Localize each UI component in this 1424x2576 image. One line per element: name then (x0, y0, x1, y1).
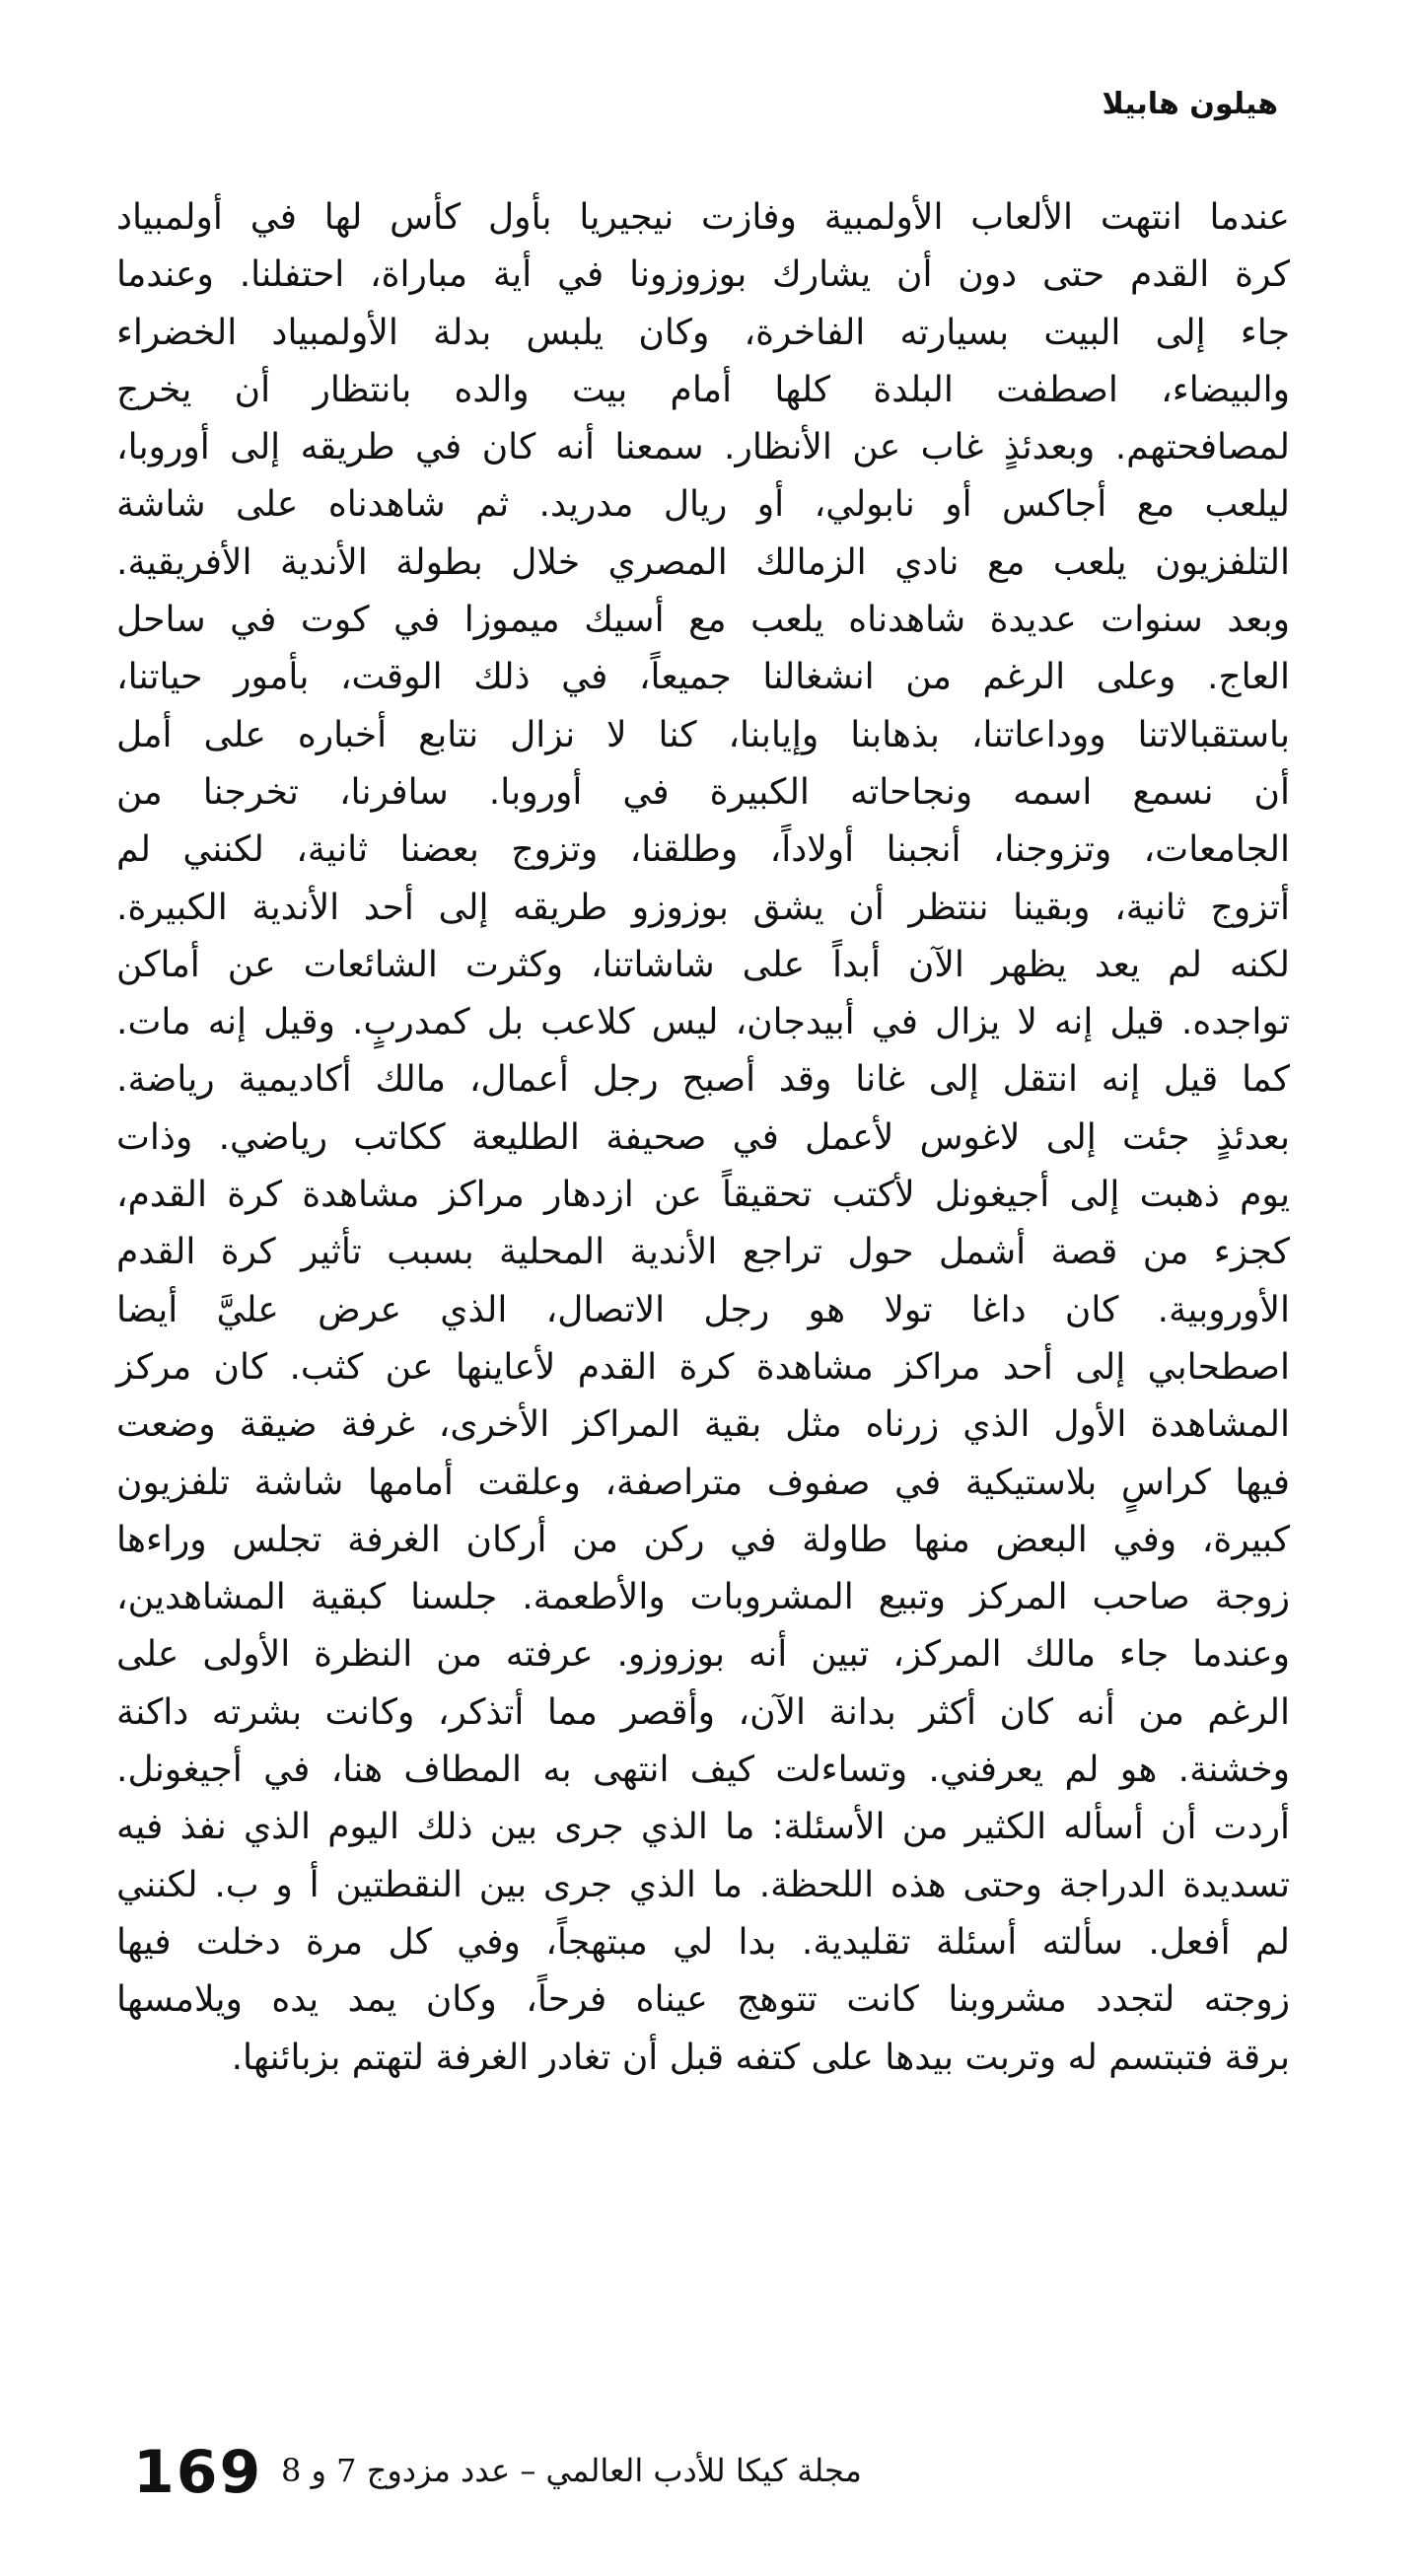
text-line: عندما انتهت الألعاب الأولمبية وفازت نيجيريا بأول كأس لها في أولمبياد (116, 197, 1290, 238)
page-number: 169 (133, 2438, 263, 2507)
text-line: العاج. وعلى الرغم من انشغالنا جميعاً، في ذلك الوقت، بأمور حياتنا، (116, 657, 1290, 698)
text-line: المشاهدة الأول الذي زرناه مثل بقية المراكز الأخرى، غرفة ضيقة وضعت (116, 1404, 1290, 1446)
text-line: أن نسمع اسمه ونجاحاته الكبيرة في أوروبا. سافرنا، تخرجنا من (116, 771, 1290, 813)
text-line: وبعد سنوات عديدة شاهدناه يلعب مع أسيك ميموزا في كوت في ساحل (116, 600, 1290, 641)
text-line: لمصافحتهم. وبعدئذٍ غاب عن الأنظار. سمعنا أنه كان في طريقه إلى أوروبا، (116, 427, 1290, 468)
text-line: كما قيل إنه انتقل إلى غانا وقد أصبح رجل أعمال، مالك أكاديمية رياضة. (116, 1059, 1290, 1101)
footer (133, 2438, 1317, 2507)
body-text (116, 189, 1290, 2087)
text-line: كرة القدم حتى دون أن يشارك بوزوزونا في أية مباراة، احتفلنا. وعندما (116, 254, 1290, 296)
text-line: الأوروبية. كان داغا تولا هو رجل الاتصال، الذي عرض عليَّ أيضا (116, 1289, 1290, 1330)
journal-title: مجلة كيكا للأدب العالمي – عدد مزدوج 7 و 8 (281, 2452, 862, 2489)
text-line: ليلعب مع أجاكس أو نابولي، أو ريال مدريد. ثم شاهدناه على شاشة (116, 484, 1290, 526)
text-line: زوجة صاحب المركز وتبيع المشروبات والأطعمة. جلسنا كبقية المشاهدين، (116, 1577, 1290, 1618)
text-line: أردت أن أسأله الكثير من الأسئلة: ما الذي جرى بين ذلك اليوم الذي نفذ فيه (116, 1807, 1290, 1848)
text-line: تواجده. قيل إنه لا يزال في أبيدجان، ليس كلاعب بل كمدربٍ. وقيل إنه مات. (116, 1002, 1290, 1043)
text-line: أتزوج ثانية، وبقينا ننتظر أن يشق بوزوزو طريقه إلى أحد الأندية الكبيرة. (116, 887, 1290, 928)
text-line: اصطحابي إلى أحد مراكز مشاهدة كرة القدم لأعاينها عن كثب. كان مركز (116, 1346, 1290, 1388)
text-line: وعندما جاء مالك المركز، تبين أنه بوزوزو. عرفته من النظرة الأولى على (116, 1634, 1290, 1676)
text-line: برقة فتبتسم له وتربت بيدها على كتفه قبل أن تغادر الغرفة لتهتم بزبائنها. (231, 2037, 1290, 2078)
text-line: وخشنة. هو لم يعرفني. وتساءلت كيف انتهى به المطاف هنا، في أجيغونل. (116, 1750, 1290, 1791)
text-line: زوجته لتجدد مشروبنا كانت تتوهج عيناه فرحاً، وكان يمد يده ويلامسها (116, 1979, 1290, 2021)
text-line: التلفزيون يلعب مع نادي الزمالك المصري خلال بطولة الأندية الأفريقية. (116, 541, 1290, 583)
text-line: لم أفعل. سألته أسئلة تقليدية. بدا لي مبتهجاً، وفي كل مرة دخلت فيها (116, 1921, 1290, 1963)
text-line: لكنه لم يعد يظهر الآن أبداً على شاشاتنا، وكثرت الشائعات عن أماكن (116, 944, 1290, 985)
text-line: الجامعات، وتزوجنا، أنجبنا أولاداً، وطلقنا، وتزوج بعضنا ثانية، لكنني لم (116, 829, 1290, 871)
text-line: جاء إلى البيت بسيارته الفاخرة، وكان يلبس بدلة الأولمبياد الخضراء (116, 312, 1290, 353)
text-line: كجزء من قصة أشمل حول تراجع الأندية المحلية بسبب تأثير كرة القدم (116, 1232, 1290, 1273)
text-line: يوم ذهبت إلى أجيغونل لأكتب تحقيقاً عن ازدهار مراكز مشاهدة كرة القدم، (116, 1175, 1290, 1216)
text-line: فيها كراسٍ بلاستيكية في صفوف متراصفة، وعلقت أمامها شاشة تلفزيون (116, 1462, 1290, 1503)
running-head: هيلون هابيلا (1102, 87, 1278, 121)
text-line: كبيرة، وفي البعض منها طاولة في ركن من أركان الغرفة تجلس وراءها (116, 1519, 1290, 1560)
text-line: الرغم من أنه كان أكثر بدانة الآن، وأقصر مما أتذكر، وكانت بشرته داكنة (116, 1691, 1290, 1733)
text-line: باستقبالاتنا ووداعاتنا، بذهابنا وإيابنا، كنا لا نزال نتابع أخباره على أمل (116, 714, 1290, 755)
text-line: بعدئذٍ جئت إلى لاغوس لأعمل في صحيفة الطليعة ككاتب رياضي. وذات (116, 1116, 1290, 1158)
text-line: والبيضاء، اصطفت البلدة كلها أمام بيت والده بانتظار أن يخرج (116, 369, 1290, 410)
text-line: تسديدة الدراجة وحتى هذه اللحظة. ما الذي جرى بين النقطتين أ و ب. لكنني (116, 1864, 1290, 1905)
